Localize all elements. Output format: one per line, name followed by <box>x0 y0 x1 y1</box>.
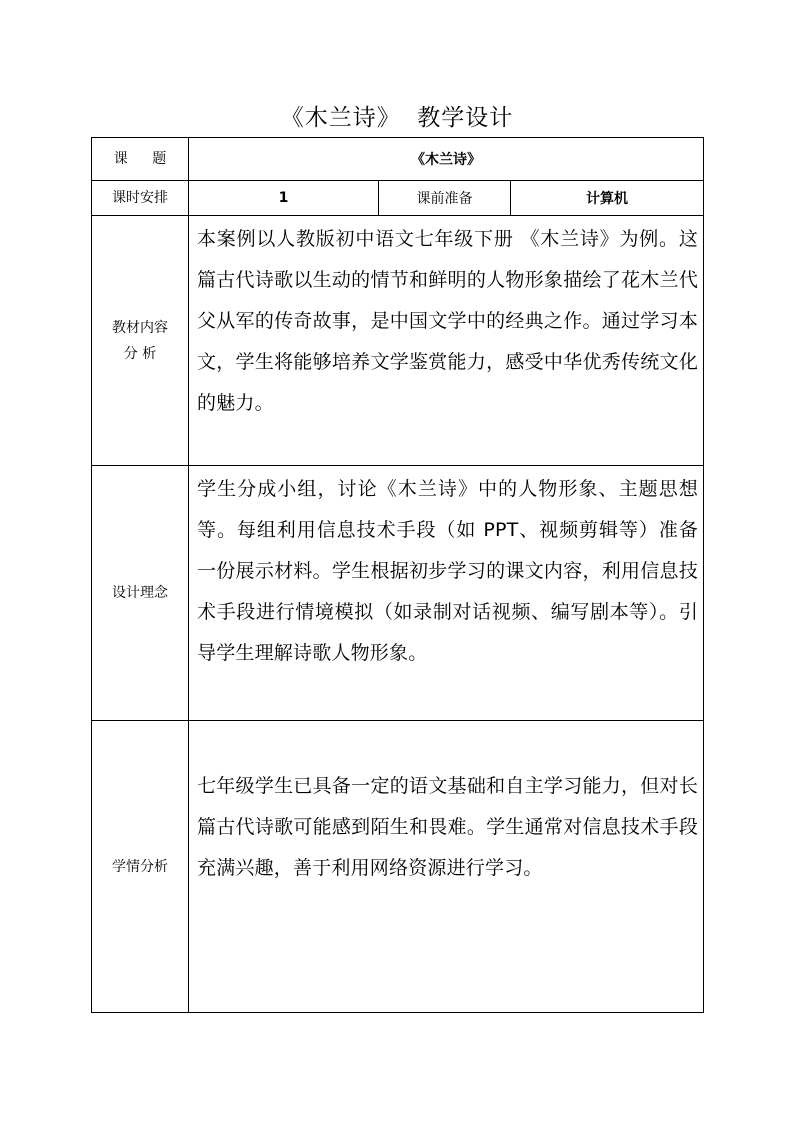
row-design-concept <box>92 466 704 721</box>
prep-label: 课前准备 <box>379 181 511 216</box>
row-material-analysis <box>92 216 704 466</box>
schedule-label: 课时安排 <box>92 181 189 216</box>
topic-value: 《木兰诗》 <box>189 138 704 181</box>
row-schedule <box>92 181 704 216</box>
student-analysis-text: 七年级学生已具备一定的语文基础和自主学习能力，但对长篇古代诗歌可能感到陌生和畏难。学生通常对信息技术手段充满兴趣，善于利用网络资源进行学习。 <box>197 775 699 879</box>
row-student-analysis <box>92 721 704 1013</box>
material-label-line2: 分 析 <box>123 345 157 362</box>
row-topic <box>92 138 704 181</box>
student-analysis-content <box>189 721 704 1013</box>
lesson-plan-table <box>91 137 704 1013</box>
design-concept-text: 学生分成小组，讨论《木兰诗》中的人物形象、主题思想等。每组利用信息技术手段（如 PPT、视频剪辑等）准备一份展示材料。学生根据初步学习的课文内容，利用信息技术手段进行情境模拟（如录制对话视频、编写剧本等）。引导学生理解诗歌人物形象。 <box>197 478 699 664</box>
material-analysis-text: 本案例以人教版初中语文七年级下册 《木兰诗》为例。这篇古代诗歌以生动的情节和鲜明的人物形象描绘了花木兰代父从军的传奇故事，是中国文学中的经典之作。通过学习本文，学生将能够培养文学鉴赏能力，感受中华优秀传统文化的魅力。 <box>197 228 699 414</box>
document-title: 《木兰诗》 教学设计 <box>280 105 514 131</box>
material-analysis-content <box>189 216 704 466</box>
material-analysis-label <box>92 216 189 466</box>
topic-label: 课 题 <box>92 138 189 181</box>
prep-value: 计算机 <box>511 181 704 216</box>
student-analysis-label: 学情分析 <box>92 721 189 1013</box>
schedule-value: 1 <box>189 181 379 216</box>
design-concept-label: 设计理念 <box>92 466 189 721</box>
material-label-line1: 教材内容 <box>112 319 168 336</box>
design-concept-content <box>189 466 704 721</box>
